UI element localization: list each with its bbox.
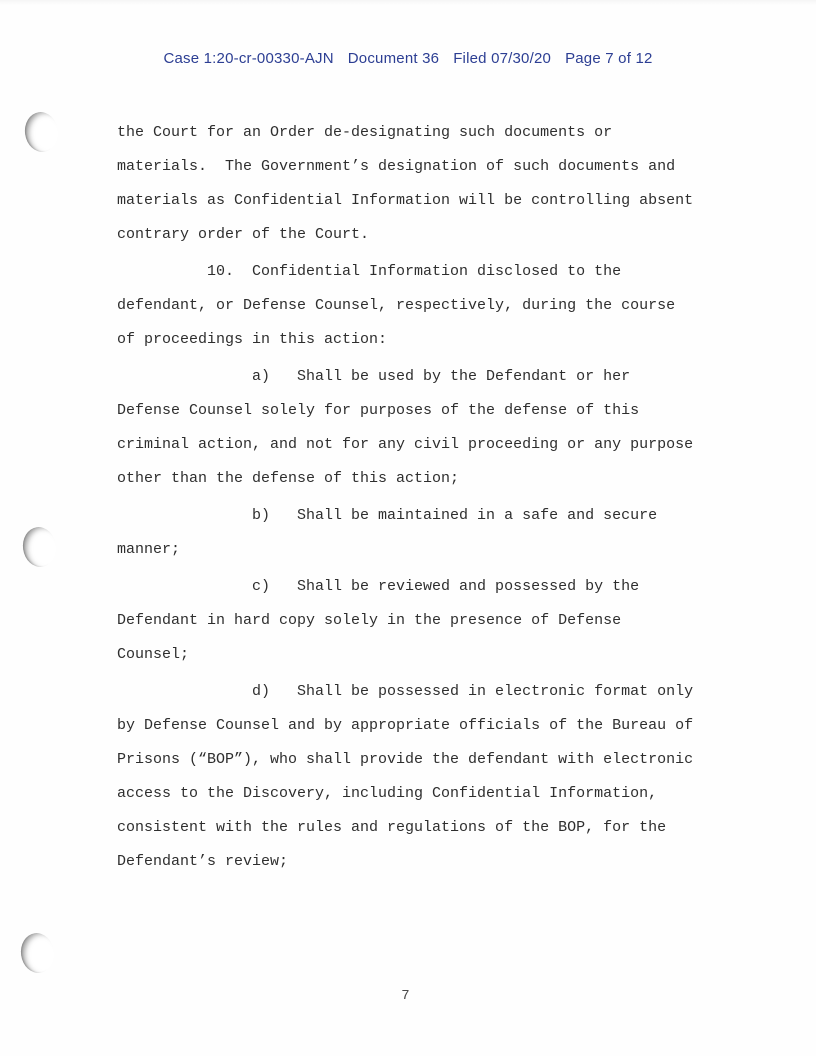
paragraph-continuation: [117, 116, 717, 252]
text-line: Counsel;: [117, 646, 190, 663]
text-line: b) Shall be maintained in a safe and secure: [117, 507, 658, 524]
text-line: a) Shall be used by the Defendant or her: [117, 368, 631, 385]
hole-punch-artifact-middle: [20, 525, 58, 569]
text-line: by Defense Counsel and by appropriate officials of the Bureau of: [117, 717, 694, 734]
document-body: [117, 116, 717, 882]
text-line: c) Shall be reviewed and possessed by the: [117, 578, 640, 595]
page-number: 7: [401, 988, 411, 1004]
paragraph-10: [117, 255, 717, 357]
subparagraph-d: [117, 675, 717, 879]
text-line: other than the defense of this action;: [117, 470, 460, 487]
text-line: contrary order of the Court.: [117, 226, 370, 243]
text-line: Defendant’s review;: [117, 853, 289, 870]
stamp-filed-date: Filed 07/30/20: [453, 50, 552, 67]
text-line: materials as Confidential Information will be controlling absent: [117, 192, 694, 209]
text-line: the Court for an Order de-designating such documents or: [117, 124, 613, 141]
text-line: criminal action, and not for any civil proceeding or any purpose: [117, 436, 694, 453]
stamp-page-count: Page 7 of 12: [565, 50, 653, 67]
text-line: defendant, or Defense Counsel, respectively, during the course: [117, 297, 676, 314]
scan-edge-artifact: [0, 0, 816, 5]
hole-punch-artifact-bottom: [18, 931, 56, 975]
text-line: access to the Discovery, including Confidential Information,: [117, 785, 658, 802]
text-line: Defendant in hard copy solely in the presence of Defense: [117, 612, 622, 629]
text-line: 10. Confidential Information disclosed to the: [117, 263, 622, 280]
text-line: d) Shall be possessed in electronic format only: [117, 683, 694, 700]
subparagraph-a: [117, 360, 717, 496]
text-line: Prisons (“BOP”), who shall provide the defendant with electronic: [117, 751, 694, 768]
hole-punch-artifact-top: [22, 110, 60, 154]
text-line: consistent with the rules and regulations of the BOP, for the: [117, 819, 667, 836]
stamp-case-number: Case 1:20-cr-00330-AJN: [163, 50, 334, 67]
subparagraph-c: [117, 570, 717, 672]
text-line: Defense Counsel solely for purposes of the defense of this: [117, 402, 640, 419]
text-line: of proceedings in this action:: [117, 331, 388, 348]
stamp-document-number: Document 36: [347, 50, 440, 67]
ecf-stamp-header: [0, 50, 816, 67]
subparagraph-b: [117, 499, 717, 567]
text-line: materials. The Government’s designation of such documents and: [117, 158, 676, 175]
text-line: manner;: [117, 541, 181, 558]
